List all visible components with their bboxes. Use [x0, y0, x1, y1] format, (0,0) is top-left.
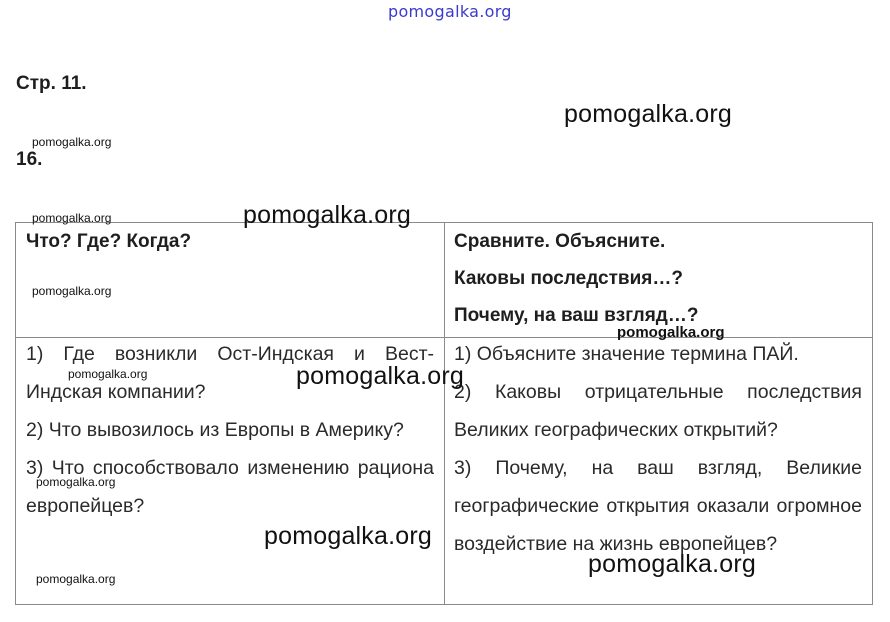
right-column-header-2: Каковы последствия…? — [454, 268, 683, 289]
left-question-2: 2) Что вывозилось из Европы в Америку? — [26, 419, 404, 441]
watermark: pomogalka.org — [32, 211, 112, 225]
task-table — [15, 222, 873, 605]
right-questions — [454, 335, 862, 563]
watermark: pomogalka.org — [36, 572, 116, 586]
watermark: pomogalka.org — [243, 201, 411, 229]
right-question-1: 1) Объясните значение термина ПАЙ. — [454, 343, 799, 365]
left-question-3: 3) Что способствовало изменению рациона европейцев? — [26, 457, 434, 517]
column-divider — [444, 223, 445, 604]
site-header-watermark: pomogalka.org — [388, 2, 512, 21]
left-question-1: 1) Где возникли Ост-Индская и Вест-Индская компании? — [26, 343, 434, 403]
watermark: pomogalka.org — [68, 367, 148, 381]
task-number: 16. — [16, 149, 43, 170]
watermark: pomogalka.org — [617, 324, 725, 341]
watermark: pomogalka.org — [32, 135, 112, 149]
watermark: pomogalka.org — [264, 522, 432, 550]
left-column-header: Что? Где? Когда? — [26, 231, 192, 252]
right-column-header-1: Сравните. Объясните. — [454, 231, 666, 252]
watermark: pomogalka.org — [36, 475, 116, 489]
right-question-2: 2) Каковы отрицательные последствия Великих географических открытий? — [454, 381, 862, 441]
watermark: pomogalka.org — [296, 362, 464, 390]
watermark: pomogalka.org — [564, 100, 732, 128]
right-question-3: 3) Почему, на ваш взгляд, Великие географические открытия оказали огромное воздействие на жизнь европейцев? — [454, 457, 862, 555]
page-reference: Стр. 11. — [16, 73, 87, 94]
watermark: pomogalka.org — [588, 550, 756, 578]
watermark: pomogalka.org — [32, 284, 112, 298]
right-column-header-3: Почему, на ваш взгляд…? — [454, 305, 699, 326]
